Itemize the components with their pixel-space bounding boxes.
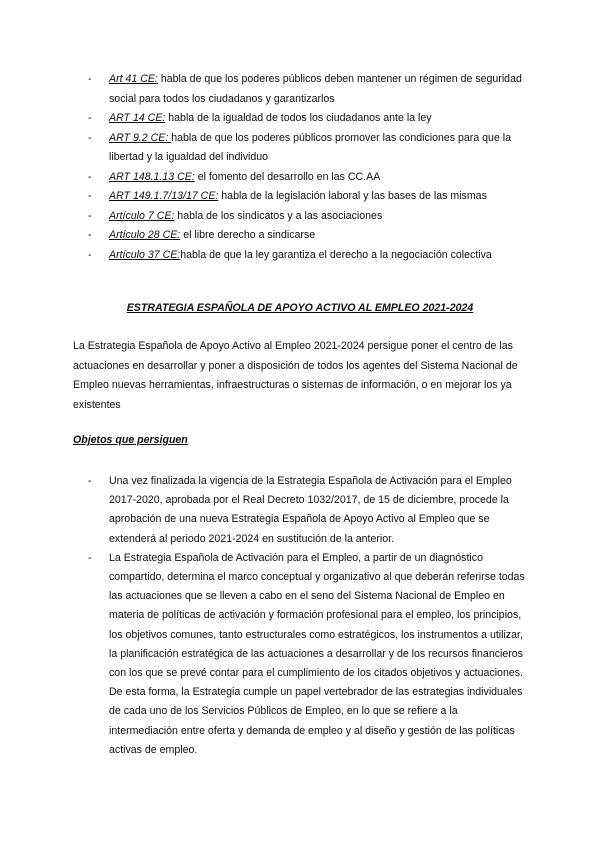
article-reference: Artículo 28 CE:	[109, 229, 181, 241]
list-item	[88, 549, 528, 760]
article-reference: Artículo 7 CE:	[109, 209, 175, 222]
list-item	[88, 472, 528, 549]
list-item	[88, 168, 528, 188]
article-description: habla de la legislación laboral y las bases de las mismas	[218, 190, 487, 202]
list-item	[88, 226, 528, 246]
dash-bullet: -	[88, 112, 92, 124]
dash-bullet: -	[88, 229, 92, 241]
dash-bullet: -	[88, 475, 92, 487]
objectives-list	[88, 472, 528, 760]
dash-bullet: -	[88, 248, 92, 261]
objective-text: Una vez finalizada la vigencia de la Estrategia Española de Activación para el Empleo 2017-2020, aprobada por el Real Decreto 1032/2017, de 15 de diciembre, procede la aprobación de una nueva Estrategia Española de Apoyo Activo al Empleo que se extenderá al periodo 2021-2024 en sustitución de la anterior.	[109, 475, 512, 545]
list-item	[88, 207, 528, 227]
intro-paragraph: La Estrategia Española de Apoyo Activo al Empleo 2021-2024 persigue poner el centro de las actuaciones en desarrollar y poner a disposición de todos los agentes del Sistema Nacional de Empleo nuevas herramientas, infraestructuras o sistemas de información, o en mejorar los ya existentes	[73, 340, 518, 411]
list-item	[88, 187, 528, 207]
article-reference: Artículo 37 CE:	[109, 248, 181, 261]
list-item	[88, 129, 528, 168]
article-description: habla de que los poderes públicos promover las condiciones para que la libertad y la igualdad del individuo	[109, 131, 512, 163]
list-item	[88, 109, 528, 129]
objective-text: La Estrategia Española de Activación para el Empleo, a partir de un diagnóstico compartido, determina el marco conceptual y organizativo al que deberán referirse todas las actuaciones que se lleven a cabo en el seno del Sistema Nacional de Empleo en materia de políticas de activación y formación profesional para el empleo, los principios, los objetivos comunes, tanto estructurales como estratégicos, los instrumentos a utilizar, la planificación estratégica de las actuaciones a desarrollar y de los recursos financieros con los que se prevé contar para el cumplimiento de los citados objetivos y actuaciones. De esta forma, la Estrategia cumple un papel vertebrador de las estrategias individuales de cada uno de los Servicios Públicos de Empleo, en lo que se refiere a la intermediación entre oferta y demanda de empleo y al diseño y gestión de las políticas activas de empleo.	[109, 551, 525, 756]
article-reference: Art 41 CE:	[109, 73, 158, 85]
dash-bullet: -	[88, 209, 92, 222]
dash-bullet: -	[88, 73, 92, 85]
article-reference: ART 149.1.7/13/17 CE:	[109, 190, 219, 202]
article-description: habla de los sindicatos y a las asociaciones	[174, 209, 383, 222]
article-description: habla de la igualdad de todos los ciudadanos ante la ley	[165, 112, 432, 124]
list-item	[88, 70, 528, 109]
article-reference: ART 14 CE:	[109, 112, 166, 124]
dash-bullet: -	[88, 131, 92, 144]
article-description: el fomento del desarrollo en las CC.AA	[194, 170, 381, 183]
section-title: ESTRATEGIA ESPAÑOLA DE APOYO ACTIVO AL EMPLEO 2021-2024	[126, 302, 474, 314]
article-description: habla de que los poderes públicos deben mantener un régimen de seguridad social para todos los ciudadanos y garantizarlos	[109, 73, 522, 105]
list-item	[88, 246, 528, 266]
article-reference: ART 148.1.13 CE:	[109, 170, 195, 183]
article-description: el libre derecho a sindicarse	[180, 229, 316, 241]
article-list	[88, 70, 528, 265]
dash-bullet: -	[88, 190, 92, 202]
article-description: habla de que la ley garantiza el derecho a la negociación colectiva	[180, 248, 492, 261]
dash-bullet: -	[88, 170, 92, 183]
dash-bullet: -	[88, 551, 92, 564]
article-reference: ART 9.2 CE:	[109, 131, 172, 144]
subsection-title: Objetos que persiguen	[73, 434, 188, 446]
